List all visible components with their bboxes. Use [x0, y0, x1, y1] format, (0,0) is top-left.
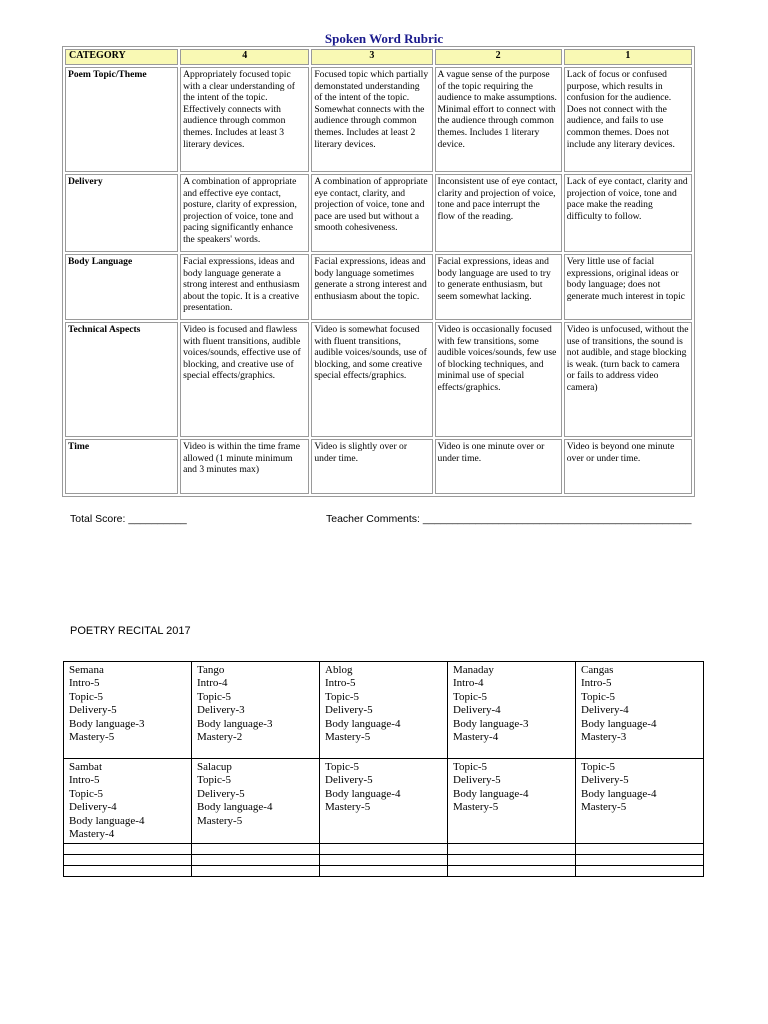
rubric-cell: A combination of appropriate and effective eye contact, posture, clarity of expression, projection of voice, tone and pacing significantly enhance the speakers' words. [180, 174, 309, 252]
rubric-cell: Video is unfocused, without the use of transitions, the sound is not audible, and stage blocking is weak. (turn back to camera or fails to address video camera) [564, 322, 692, 437]
score-line: Body language-4 [325, 717, 401, 730]
rubric-cell: Focused topic which partially demonstated understanding of the intent of the topic. Somewhat connects with the audience through common themes. Includes at least 2 literary devices. [311, 67, 432, 172]
score-line: Body language-3 [197, 717, 273, 730]
score-line: Delivery-4 [69, 801, 117, 814]
score-line: Topic-5 [581, 761, 616, 773]
student-name: Salacup [197, 761, 232, 773]
category-label: Body Language [65, 254, 178, 320]
score-line: Mastery-5 [325, 731, 371, 744]
rubric-cell: Video is slightly over or under time. [311, 439, 432, 494]
rubric-cell: Facial expressions, ideas and body language generate a strong interest and enthusiasm about the topic. It is a creative presentation. [180, 254, 309, 320]
score-line: Body language-4 [581, 717, 657, 730]
score-line: Mastery-4 [453, 731, 499, 744]
student-name: Semana [69, 664, 104, 676]
score-line: Topic-5 [453, 761, 488, 773]
category-label: Time [65, 439, 178, 494]
empty-cell [64, 844, 192, 855]
score-line: Intro-5 [69, 677, 100, 690]
rubric-row-time [65, 439, 692, 494]
empty-row [64, 844, 704, 855]
score-line: Delivery-5 [581, 774, 629, 787]
score-line: Topic-5 [69, 787, 104, 800]
score-line: Topic-5 [69, 690, 104, 703]
student-score-cell [320, 759, 448, 844]
student-score-cell [192, 759, 320, 844]
header-score-3: 3 [311, 49, 432, 65]
recital-scores-table [63, 661, 704, 877]
score-line: Mastery-5 [325, 801, 371, 814]
score-line: Delivery-5 [197, 787, 245, 800]
teacher-comments-line: Teacher Comments: ______________________________________________ [326, 513, 692, 525]
rubric-cell: Facial expressions, ideas and body language sometimes generate a strong interest and enthusiasm about the topic. [311, 254, 432, 320]
rubric-cell: Lack of eye contact, clarity and projection of voice, tone and pace make the reading difficulty to follow. [564, 174, 692, 252]
student-name: Ablog [325, 664, 353, 676]
rubric-row-body-language [65, 254, 692, 320]
student-score-cell [192, 662, 320, 759]
score-line: Mastery-5 [453, 801, 499, 814]
score-line: Mastery-5 [69, 731, 115, 744]
score-line: Body language-3 [69, 717, 145, 730]
header-score-2: 2 [435, 49, 562, 65]
empty-cell [320, 844, 448, 855]
empty-cell [64, 866, 192, 877]
rubric-cell: Video is somewhat focused with fluent transitions, audible voices/sounds, use of blocking, and some creative special effects/graphics. [311, 322, 432, 437]
score-line: Intro-5 [69, 774, 100, 787]
score-line: Delivery-5 [325, 704, 373, 717]
category-label: Poem Topic/Theme [65, 67, 178, 172]
score-line: Delivery-3 [197, 704, 245, 717]
empty-row [64, 866, 704, 877]
student-score-cell [448, 662, 576, 759]
score-line: Body language-4 [69, 814, 145, 827]
empty-cell [64, 855, 192, 866]
empty-cell [576, 844, 704, 855]
score-line: Topic-5 [453, 690, 488, 703]
empty-cell [576, 855, 704, 866]
score-line: Topic-5 [197, 690, 232, 703]
rubric-title: Spoken Word Rubric [324, 31, 444, 46]
student-name: Tango [197, 664, 225, 676]
scores-row-1 [64, 662, 704, 759]
rubric-row-poem-topic [65, 67, 692, 172]
rubric-cell: Appropriately focused topic with a clear understanding of the intent of the topic. Effectively connects with audience through common themes. Includes at least 3 literary devices. [180, 67, 309, 172]
rubric-cell: Lack of focus or confused purpose, which results in confusion for the audience. Does not connect with the audience, and fails to use common themes. Does not include any literary devices. [564, 67, 692, 172]
score-line: Delivery-4 [581, 704, 629, 717]
score-line: Mastery-5 [581, 801, 627, 814]
rubric-cell: Video is beyond one minute over or under time. [564, 439, 692, 494]
rubric-header-row [65, 49, 692, 65]
category-label: Delivery [65, 174, 178, 252]
category-label: Technical Aspects [65, 322, 178, 437]
score-line: Topic-5 [325, 690, 360, 703]
score-line: Intro-4 [453, 677, 484, 690]
score-line: Mastery-2 [197, 731, 243, 744]
rubric-cell: Very little use of facial expressions, original ideas or body language; does not generate much interest in topic [564, 254, 692, 320]
empty-cell [320, 855, 448, 866]
student-score-cell [64, 662, 192, 759]
score-line: Delivery-4 [453, 704, 501, 717]
rubric-cell: Facial expressions, ideas and body language are used to try to generate enthusiasm, but seem somewhat lacking. [435, 254, 562, 320]
rubric-cell: Inconsistent use of eye contact, clarity and projection of voice, tone and pace interrupt the flow of the reading. [435, 174, 562, 252]
empty-cell [448, 866, 576, 877]
rubric-cell: Video is one minute over or under time. [435, 439, 562, 494]
empty-cell [192, 866, 320, 877]
student-name: Manaday [453, 664, 494, 676]
score-line: Topic-5 [325, 761, 360, 773]
student-score-cell [576, 759, 704, 844]
empty-cell [192, 844, 320, 855]
student-name: Sambat [69, 761, 102, 773]
score-line: Body language-4 [453, 787, 529, 800]
score-line: Topic-5 [581, 690, 616, 703]
empty-cell [320, 866, 448, 877]
score-line: Mastery-4 [69, 828, 115, 841]
score-line: Intro-4 [197, 677, 228, 690]
score-line: Body language-3 [453, 717, 529, 730]
score-line: Delivery-5 [453, 774, 501, 787]
score-line: Topic-5 [197, 774, 232, 787]
empty-cell [448, 855, 576, 866]
score-line: Delivery-5 [325, 774, 373, 787]
student-score-cell [576, 662, 704, 759]
score-line: Body language-4 [197, 801, 273, 814]
score-line: Body language-4 [325, 787, 401, 800]
empty-cell [192, 855, 320, 866]
student-score-cell [64, 759, 192, 844]
student-score-cell [448, 759, 576, 844]
rubric-table [62, 46, 695, 497]
rubric-row-technical-aspects [65, 322, 692, 437]
score-line: Mastery-5 [197, 814, 243, 827]
score-line: Delivery-5 [69, 704, 117, 717]
total-score-line: Total Score: __________ [70, 513, 187, 525]
score-line: Mastery-3 [581, 731, 627, 744]
header-score-1: 1 [564, 49, 692, 65]
header-score-4: 4 [180, 49, 309, 65]
score-line: Intro-5 [581, 677, 612, 690]
empty-cell [576, 866, 704, 877]
recital-title: POETRY RECITAL 2017 [70, 625, 191, 637]
rubric-cell: A combination of appropriate eye contact, clarity, and projection of voice, tone and pace are used but without a smooth cohesiveness. [311, 174, 432, 252]
header-category: CATEGORY [65, 49, 178, 65]
score-line: Intro-5 [325, 677, 356, 690]
scores-row-2 [64, 759, 704, 844]
rubric-cell: Video is focused and flawless with fluent transitions, audible voices/sounds, effective use of blocking, and creative use of special effects/graphics. [180, 322, 309, 437]
student-score-cell [320, 662, 448, 759]
rubric-cell: Video is within the time frame allowed (1 minute minimum and 3 minutes max) [180, 439, 309, 494]
rubric-cell: A vague sense of the purpose of the topic requiring the audience to make assumptions. Minimal effort to connect with the audience through common themes. Includes 1 literary device. [435, 67, 562, 172]
student-name: Cangas [581, 664, 614, 676]
rubric-row-delivery [65, 174, 692, 252]
rubric-cell: Video is occasionally focused with few transitions, some audible voices/sounds, few use of blocking techniques, and minimal use of special effects/graphics. [435, 322, 562, 437]
empty-row [64, 855, 704, 866]
empty-cell [448, 844, 576, 855]
score-line: Body language-4 [581, 787, 657, 800]
